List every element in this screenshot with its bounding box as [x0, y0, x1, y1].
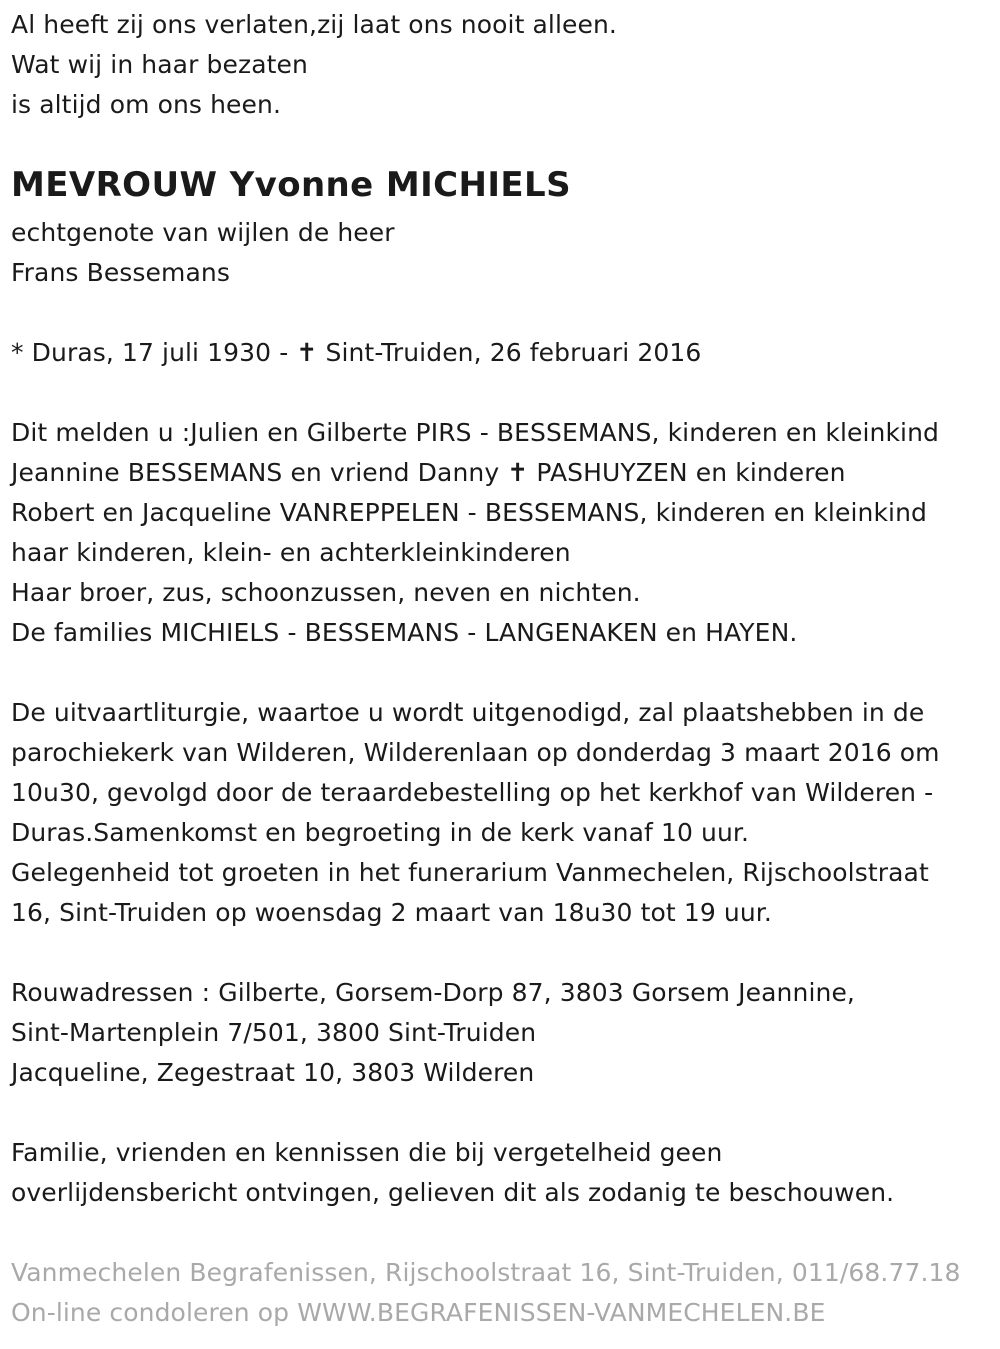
family-line: haar kinderen, klein- en achterkleinkinderen: [11, 538, 571, 567]
condolence-website: On-line condoleren op WWW.BEGRAFENISSEN-VANMECHELEN.BE: [11, 1298, 826, 1327]
ceremony-line: parochiekerk van Wilderen, Wilderenlaan op donderdag 3 maart 2016 om: [11, 738, 940, 767]
address-line: Rouwadressen : Gilberte, Gorsem-Dorp 87, 3803 Gorsem Jeannine,: [11, 978, 855, 1007]
ceremony-line: 10u30, gevolgd door de teraardebestelling op het kerkhof van Wilderen -: [11, 778, 934, 807]
closing-line: overlijdensbericht ontvingen, gelieven dit als zodanig te beschouwen.: [11, 1178, 895, 1207]
relation-line: echtgenote van wijlen de heer: [11, 218, 395, 247]
closing-line: Familie, vrienden en kennissen die bij vergetelheid geen: [11, 1138, 723, 1167]
address-line: Sint-Martenplein 7/501, 3800 Sint-Truiden: [11, 1018, 537, 1047]
address-line: Jacqueline, Zegestraat 10, 3803 Wilderen: [11, 1058, 535, 1087]
funeral-home-info: Vanmechelen Begrafenissen, Rijschoolstraat 16, Sint-Truiden, 011/68.77.18: [11, 1258, 961, 1287]
ceremony-line: De uitvaartliturgie, waartoe u wordt uitgenodigd, zal plaatshebben in de: [11, 698, 925, 727]
ceremony-line: Duras.Samenkomst en begroeting in de kerk vanaf 10 uur.: [11, 818, 750, 847]
life-dates: * Duras, 17 juli 1930 - ✝ Sint-Truiden, 26 februari 2016: [11, 338, 702, 367]
ceremony-line: 16, Sint-Truiden op woensdag 2 maart van 18u30 tot 19 uur.: [11, 898, 772, 927]
verse-line: Al heeft zij ons verlaten,zij laat ons nooit alleen.: [11, 10, 617, 39]
verse-line: is altijd om ons heen.: [11, 90, 281, 119]
family-line: De families MICHIELS - BESSEMANS - LANGENAKEN en HAYEN.: [11, 618, 798, 647]
family-line: Haar broer, zus, schoonzussen, neven en nichten.: [11, 578, 641, 607]
family-line: Jeannine BESSEMANS en vriend Danny ✝ PASHUYZEN en kinderen: [11, 458, 846, 487]
family-line: Dit melden u :Julien en Gilberte PIRS - BESSEMANS, kinderen en kleinkind: [11, 418, 940, 447]
deceased-name: MEVROUW Yvonne MICHIELS: [11, 165, 571, 205]
relation-line: Frans Bessemans: [11, 258, 230, 287]
verse-line: Wat wij in haar bezaten: [11, 50, 308, 79]
ceremony-line: Gelegenheid tot groeten in het funerarium Vanmechelen, Rijschoolstraat: [11, 858, 929, 887]
family-line: Robert en Jacqueline VANREPPELEN - BESSEMANS, kinderen en kleinkind: [11, 498, 927, 527]
